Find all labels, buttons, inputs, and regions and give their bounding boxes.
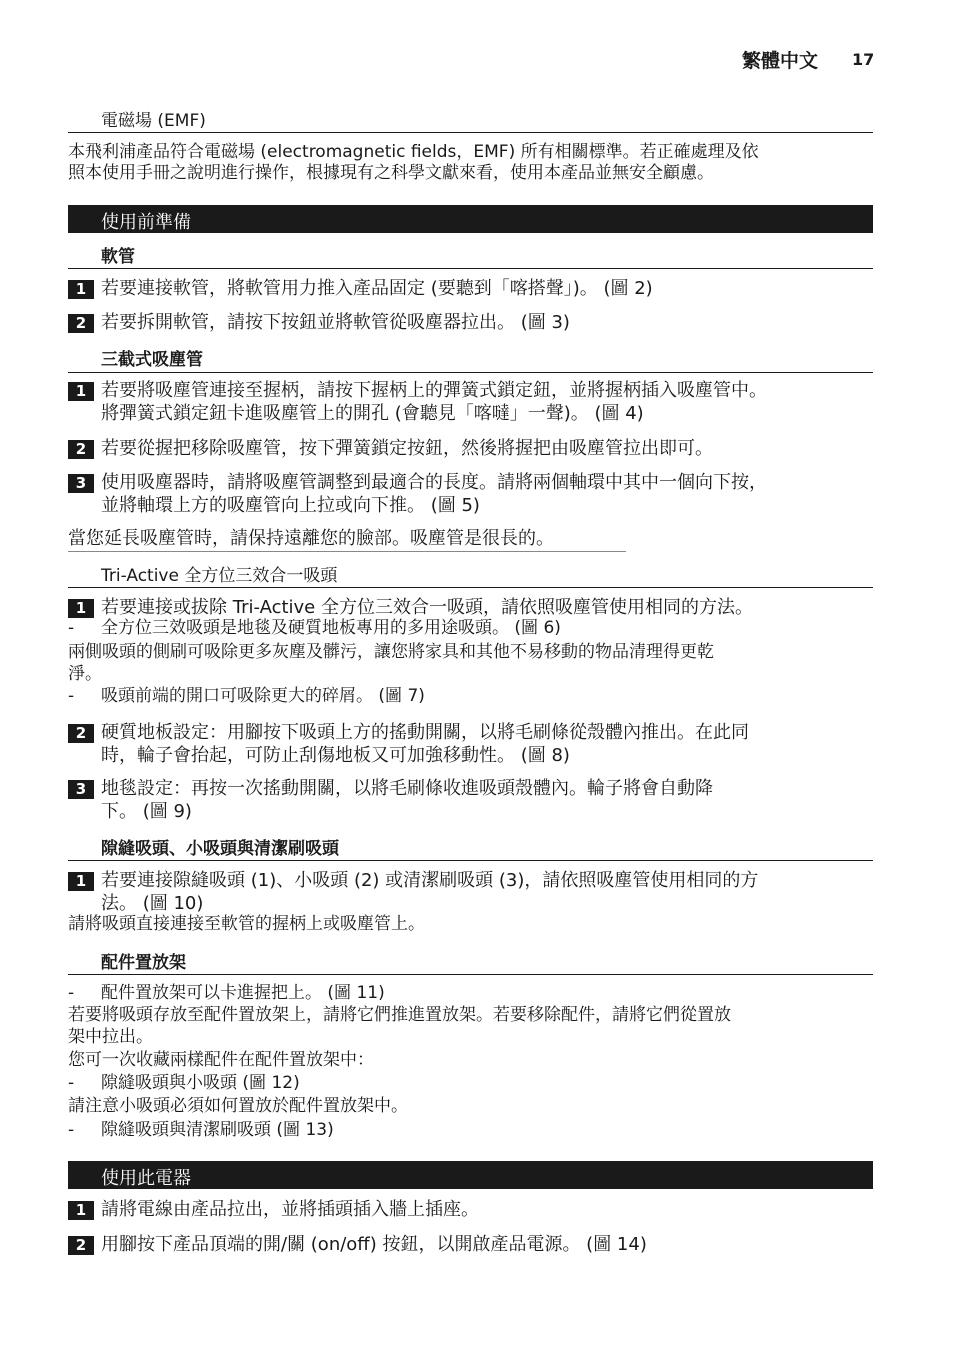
- step-text: 若要從握把移除吸塵管，按下彈簧鎖定按鈕，然後將握把由吸塵管拉出即可。: [101, 438, 713, 459]
- step-text-line: 若要連接隙縫吸頭 (1)、小吸頭 (2) 或清潔刷吸頭 (3)，請依照吸塵管使用相同的方: [101, 870, 759, 891]
- emf-heading: 電磁場 (EMF): [101, 111, 206, 131]
- bullet-text: 全方位三效吸頭是地毯及硬質地板專用的多用途吸頭。 (圖 6): [101, 618, 561, 638]
- divider: [68, 860, 873, 861]
- section-title: 使用此電器: [101, 1168, 191, 1189]
- paragraph-line: 若要將吸頭存放至配件置放架上，請將它們推進置放架。若要移除配件，請將它們從置放: [68, 1005, 731, 1025]
- divider: [68, 372, 873, 373]
- paragraph-line: 請將吸頭直接連接至軟管的握柄上或吸塵管上。: [68, 914, 425, 934]
- paragraph-line: 請注意小吸頭必須如何置放於配件置放架中。: [68, 1096, 408, 1116]
- bullet-text: 配件置放架可以卡進握把上。 (圖 11): [101, 983, 385, 1003]
- note-underline: [68, 551, 626, 552]
- tube-heading: 三截式吸塵管: [101, 350, 203, 370]
- step-number: 2: [68, 724, 94, 743]
- step-text-line: 硬質地板設定：用腳按下吸頭上方的搖動開關，以將毛刷條從殼體內推出。在此同: [101, 722, 749, 743]
- step-number: 2: [68, 314, 94, 333]
- section-title: 使用前準備: [101, 212, 191, 233]
- step-text: 若要連接軟管，將軟管用力推入產品固定 (要聽到「喀搭聲」)。 (圖 2): [101, 278, 653, 299]
- section-bar-prep: [68, 205, 873, 233]
- step-text-line: 若要將吸塵管連接至握柄，請按下握柄上的彈簧式鎖定鈕，並將握柄插入吸塵管中。: [101, 380, 767, 401]
- step-text-line: 下。 (圖 9): [101, 801, 192, 822]
- divider: [68, 587, 873, 588]
- step-number: 3: [68, 474, 94, 493]
- step-text-line: 將彈簧式鎖定鈕卡進吸塵管上的開孔 (會聽見「喀噠」一聲)。 (圖 4): [101, 403, 644, 424]
- step-number: 1: [68, 599, 94, 618]
- divider: [68, 132, 873, 133]
- step-number: 2: [68, 440, 94, 459]
- emf-body-line-1: 本飛利浦產品符合電磁場 (electromagnetic fields，EMF) 所有相關標準。若正確處理及依: [68, 142, 759, 162]
- hose-heading: 軟管: [101, 247, 135, 267]
- triactive-heading: Tri-Active 全方位三效合一吸頭: [101, 566, 338, 586]
- bullet-text: 隙縫吸頭與小吸頭 (圖 12): [101, 1073, 300, 1093]
- crevice-heading: 隙縫吸頭、小吸頭與清潔刷吸頭: [101, 839, 339, 859]
- bullet-text: 吸頭前端的開口可吸除更大的碎屑。 (圖 7): [101, 686, 425, 706]
- step-text: 請將電線由產品拉出，並將插頭插入牆上插座。: [101, 1199, 479, 1220]
- step-number: 1: [68, 280, 94, 299]
- step-text-line: 法。 (圖 10): [101, 893, 204, 914]
- divider: [68, 974, 873, 975]
- page-number: 17: [852, 50, 875, 69]
- step-number: 1: [68, 382, 94, 401]
- step-number: 1: [68, 872, 94, 891]
- step-number: 1: [68, 1201, 94, 1220]
- bullet-item: - 隙縫吸頭與清潔刷吸頭 (圖 13): [68, 1120, 334, 1140]
- tube-note: 當您延長吸塵管時，請保持遠離您的臉部。吸塵管是很長的。: [68, 528, 554, 549]
- bullet-item: - 全方位三效吸頭是地毯及硬質地板專用的多用途吸頭。 (圖 6): [68, 618, 561, 638]
- section-bar-use: [68, 1161, 873, 1189]
- emf-body-line-2: 照本使用手冊之說明進行操作，根據現有之科學文獻來看，使用本產品並無安全顧慮。: [68, 163, 714, 183]
- step-text-line: 並將軸環上方的吸塵管向上拉或向下推。 (圖 5): [101, 495, 480, 516]
- paragraph-line: 您可一次收藏兩樣配件在配件置放架中：: [68, 1050, 374, 1070]
- rack-heading: 配件置放架: [101, 953, 186, 973]
- bullet-text: 隙縫吸頭與清潔刷吸頭 (圖 13): [101, 1120, 334, 1140]
- paragraph-line: 架中拉出。: [68, 1027, 153, 1047]
- step-text: 用腳按下產品頂端的開/關 (on/off) 按鈕，以開啟產品電源。 (圖 14): [101, 1234, 647, 1255]
- bullet-item: - 配件置放架可以卡進握把上。 (圖 11): [68, 983, 385, 1003]
- step-text-line: 地毯設定：再按一次搖動開關，以將毛刷條收進吸頭殼體內。輪子將會自動降: [101, 778, 713, 799]
- step-number: 2: [68, 1236, 94, 1255]
- bullet-item: - 吸頭前端的開口可吸除更大的碎屑。 (圖 7): [68, 686, 425, 706]
- header-language: 繁體中文: [742, 50, 819, 72]
- divider: [68, 268, 873, 269]
- step-text-line: 時，輪子會抬起，可防止刮傷地板又可加強移動性。 (圖 8): [101, 745, 570, 766]
- step-text: 若要連接或拔除 Tri-Active 全方位三效合一吸頭，請依照吸塵管使用相同的方法。: [101, 597, 753, 618]
- paragraph-line: 兩側吸頭的側刷可吸除更多灰塵及髒污，讓您將家具和其他不易移動的物品清理得更乾: [68, 642, 714, 662]
- step-text: 若要拆開軟管，請按下按鈕並將軟管從吸塵器拉出。 (圖 3): [101, 312, 570, 333]
- bullet-item: - 隙縫吸頭與小吸頭 (圖 12): [68, 1073, 300, 1093]
- paragraph-line: 淨。: [68, 664, 102, 684]
- step-text-line: 使用吸塵器時，請將吸塵管調整到最適合的長度。請將兩個軸環中其中一個向下按，: [101, 472, 767, 493]
- step-number: 3: [68, 780, 94, 799]
